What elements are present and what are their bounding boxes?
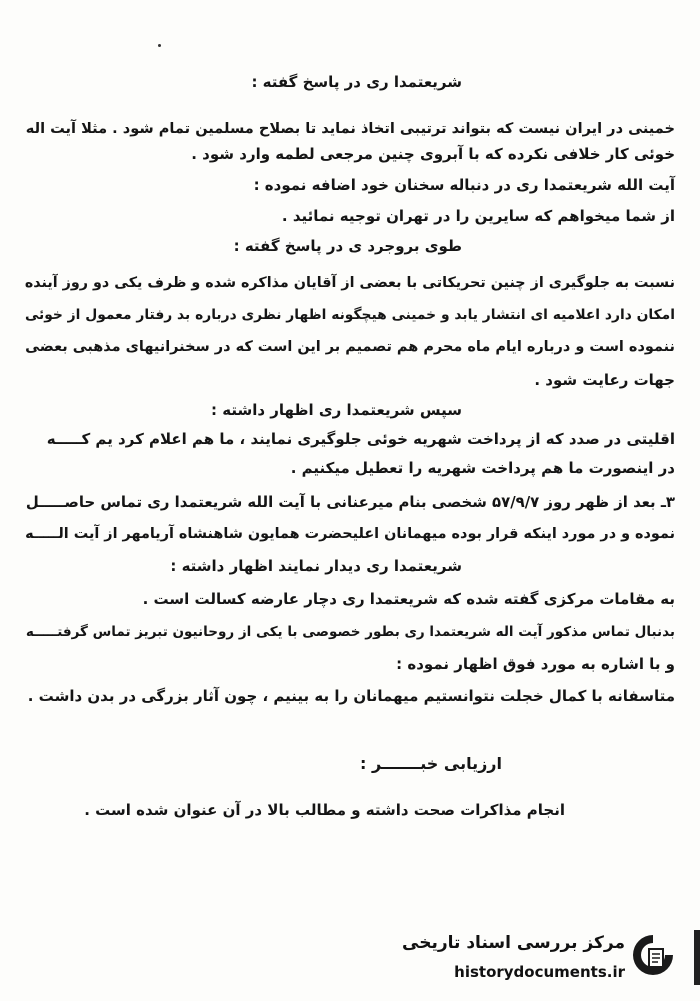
doc-line-8: امکان دارد اعلامیه ای انتشار یابد و خمینی هیچگونه اظهار نظری درباره بد رفتار معمول از خوئی — [24, 307, 675, 323]
archive-logo-icon — [629, 931, 677, 979]
doc-line-11: سپس شریعتمدا ری اظهار داشته : — [211, 401, 462, 419]
paper-speck — [158, 44, 161, 47]
doc-line-6: طوی بروجرد ی در پاسخ گفته : — [233, 237, 462, 255]
doc-line-7: نسبت به جلوگیری از چنین تحریکاتی با بعضی از آقایان مذاکره شده و ظرف یکی دو روز آینده — [24, 275, 675, 291]
doc-line-13: در اینصورت ما هم پرداخت شهریه را تعطیل میکنیم . — [290, 459, 675, 477]
doc-line-19: و با اشاره به مورد فوق اظهار نموده : — [396, 655, 675, 673]
doc-line-10: جهات رعایت شود . — [534, 371, 675, 389]
doc-line-17: به مقامات مرکزی گفته شده که شریعتمدا ری دچار عارضه کسالت است . — [142, 590, 675, 608]
doc-line-16: شریعتمدا ری دیدار نمایند اظهار داشته : — [170, 557, 462, 575]
doc-line-18: بدنبال تماس مذکور آیت اله شریعتمدا ری بطور خصوصی با یکی از روحانیون تبریز تماس گرفتـــــه — [25, 624, 675, 640]
archive-website[interactable]: historydocuments.ir — [454, 963, 625, 981]
doc-line-1: شریعتمدا ری در پاسخ گفته : — [251, 73, 462, 91]
doc-line-12: اقلیتی در صدد که از پرداخت شهریه خوئی جلوگیری نمایند ، ما هم اعلام کرد یم کـــــه — [46, 430, 675, 448]
evaluation-text: انجام مذاکرات صحت داشته و مطالب بالا در آن عنوان شده است . — [84, 801, 565, 819]
doc-line-14: ۳ـ بعد از ظهر روز ۵۷/۹/۷ شخصی بنام میرعنانی با آیت الله شریعتمدا ری تماس حاصـــــل — [25, 493, 675, 511]
doc-line-15: نموده و در مورد اینکه قرار بوده میهمانان اعلیحضرت همایون شاهنشاه آریامهر از آیت الـــــه — [25, 526, 675, 542]
doc-line-4: آیت الله شریعتمدا ری در دنباله سخنان خود اضافه نموده : — [253, 176, 675, 194]
archive-footer — [395, 925, 685, 997]
doc-line-5: از شما میخواهم که سایرین را در تهران توجیه نمائید . — [281, 207, 675, 225]
doc-line-2: خمینی در ایران نیست که بتواند ترتیبی اتخاذ نماید تا بصلاح مسلمین تمام شود . مثلا آیت اله — [25, 120, 675, 137]
doc-line-20: متاسفانه با کمال خجلت نتوانستیم میهمانان را به بینیم ، چون آثار بزرگی در بدن داشت . — [27, 687, 675, 705]
evaluation-label: ارزیابی خبـــــــر : — [360, 754, 502, 773]
scan-edge — [694, 930, 700, 985]
doc-line-3: خوئی کار خلافی نکرده که با آبروی چنین مرجعی لطمه وارد شود . — [191, 145, 675, 163]
doc-line-9: ننموده است و درباره ایام ماه محرم هم تصمیم بر این است که در سخنرانیهای مذهبی بعضی — [25, 339, 675, 355]
archive-org-name: مرکز بررسی اسناد تاریخی — [402, 933, 625, 953]
